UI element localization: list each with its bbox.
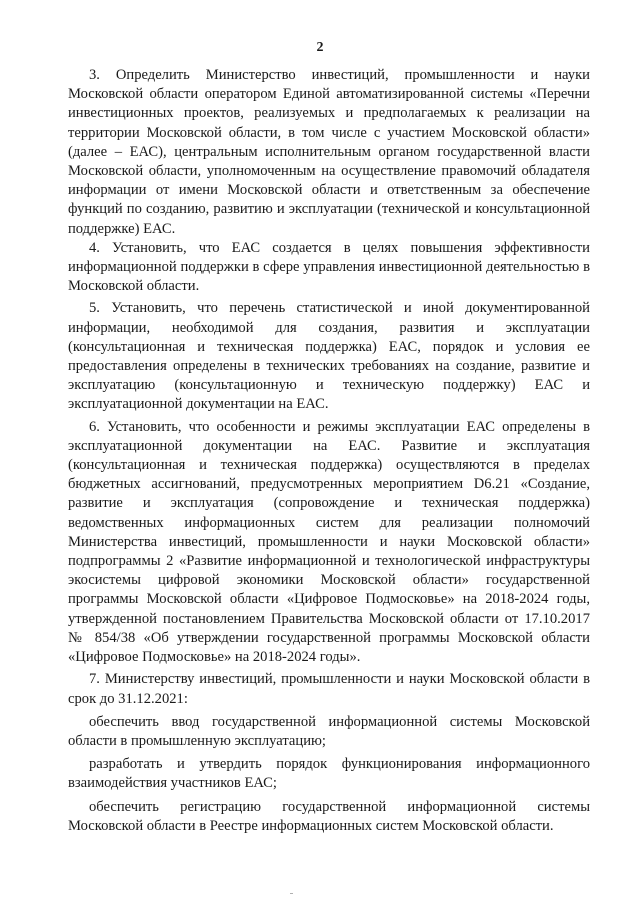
list-item: обеспечить ввод государственной информационной системы Московской области в промышленную эксплуатацию; (68, 713, 590, 749)
page-number: 2 (316, 40, 324, 55)
paragraph-4: 4. Установить, что ЕАС создается в целях повышения эффективности информационной поддержки в сфере управления инвестиционной деятельностью в Московской области. (68, 239, 590, 295)
list-item: обеспечить регистрацию государственной информационной системы Московской области в Реестре информационных систем Московской области. (68, 798, 590, 834)
paragraph-3: 3. Определить Министерство инвестиций, промышленности и науки Московской области оператором Единой автоматизированной системы «Перечни инвестиционных проектов, реализуемых и предполагаемых к реализации на территории Московской области, в том числе с участием Московской области» (далее – ЕАС), центральным исполнительным органом государственной власти Московской области, уполномоченным на осуществление правомочий обладателя информации от имени Московской области и ответственным за обеспечение функций по созданию, развитию и эксплуатации (технической и консультационной поддержке) ЕАС. (68, 67, 590, 237)
paragraph-6: 6. Установить, что особенности и режимы эксплуатации ЕАС определены в эксплуатационной документации на ЕАС. Развитие и эксплуатация (консультационная и техническая поддержка) осуществляются в пределах бюджетных ассигнований, предусмотренных мероприятием D6.21 «Создание, развитие и эксплуатация (сопровождение и техническая поддержка) ведомственных информационных систем для реализации полномочий Министерства инвестиций, промышленности и науки Московской области» подпрограммы 2 «Развитие информационной и технологической инфраструктуры экосистемы цифровой экономики Московской области» государственной программы Московской области «Цифровое Подмосковье» на 2018-2024 годы, утвержденной постановлением Правительства Московской области от 17.10.2017 № 854/38 «Об утверждении государственной программы Московской области «Цифровое Подмосковье» на 2018-2024 годы». (68, 418, 590, 666)
paragraph-7: 7. Министерству инвестиций, промышленности и науки Московской области в срок до 31.12.2021: (68, 671, 590, 707)
list-item: разработать и утвердить порядок функционирования информационного взаимодействия участников ЕАС; (68, 756, 590, 792)
paragraph-5: 5. Установить, что перечень статистической и иной документированной информации, необходимой для создания, развития и эксплуатации (консультационная и техническая поддержка) ЕАС, порядок и условия ее предоставления определены в технических требованиях на создание, развитие и эксплуатацию (консультационную и техническую поддержку) ЕАС и эксплуатационной документации на ЕАС. (68, 300, 590, 413)
scan-speck (290, 893, 293, 894)
document-body (68, 66, 590, 836)
